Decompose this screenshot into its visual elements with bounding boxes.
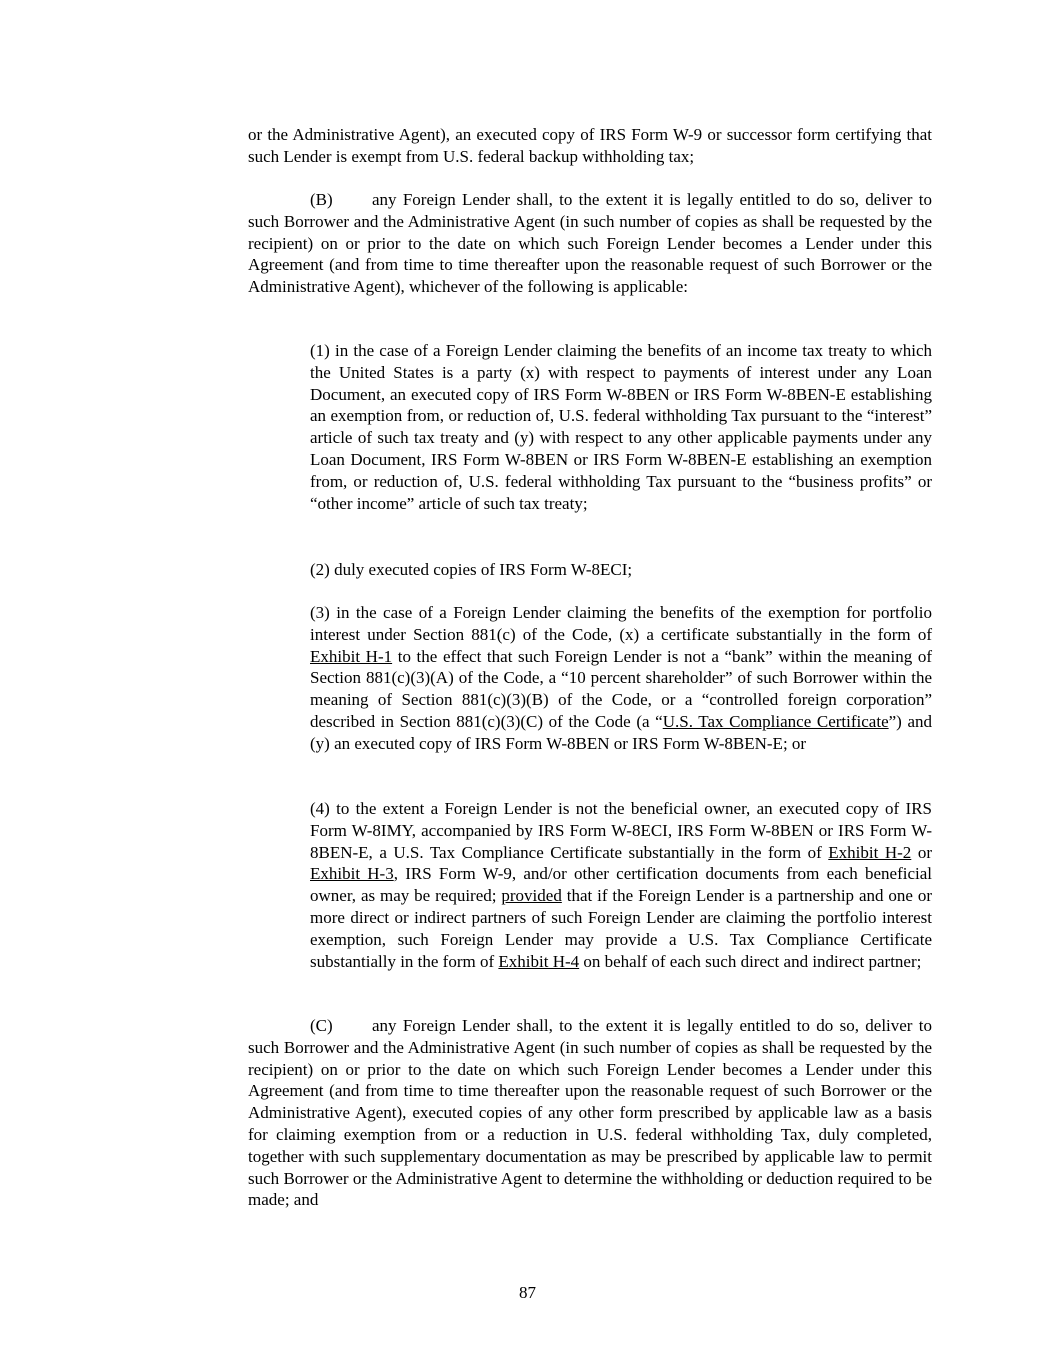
exhibit-h3-link[interactable]: Exhibit H-3 bbox=[310, 864, 394, 884]
paragraph-b bbox=[248, 189, 932, 298]
provided-term: provided bbox=[501, 886, 562, 906]
item-4-text-5: on behalf of each such direct and indirect partner; bbox=[579, 951, 922, 971]
paragraph-b-label: (B) bbox=[310, 190, 333, 209]
continuation-paragraph bbox=[248, 124, 932, 168]
exhibit-h2-link[interactable]: Exhibit H-2 bbox=[828, 842, 912, 862]
item-4-text-1: (4) to the extent a Foreign Lender is not the beneficial owner, an executed copy of IRS Form W-8IMY, accompanied by IRS Form W-8ECI, IRS Form W-8BEN or IRS Form W-8BEN-E, a U.S. Tax Compliance Certificate substantially in the form of bbox=[310, 799, 932, 862]
item-3 bbox=[310, 602, 932, 755]
item-1-text: (1) in the case of a Foreign Lender claiming the benefits of an income tax treaty to which the United States is a party (x) with respect to payments of interest under any Loan Document, an executed copy of IRS Form W-8BEN or IRS Form W-8BEN-E establishing an exemption from, or reduction of, U.S. federal withholding Tax pursuant to the “interest” article of such tax treaty and (y) with respect to any other applicable payments under any Loan Document, IRS Form W-8BEN or IRS Form W-8BEN-E establishing an exemption from, or reduction of, U.S. federal withholding Tax pursuant to the “business profits” or “other income” article of such tax treaty; bbox=[310, 341, 932, 513]
item-1 bbox=[310, 340, 932, 514]
item-4-text-2: or bbox=[911, 842, 932, 862]
exhibit-h4-link[interactable]: Exhibit H-4 bbox=[498, 951, 580, 971]
item-4 bbox=[310, 798, 932, 972]
item-3-text-1: (3) in the case of a Foreign Lender claiming the benefits of the exemption for portfolio interest under Section 881(c) of the Code, (x) a certificate substantially in the form of bbox=[310, 603, 932, 644]
continuation-text: or the Administrative Agent), an executed copy of IRS Form W-9 or successor form certifying that such Lender is exempt from U.S. federal backup withholding tax; bbox=[248, 125, 932, 166]
page-number: 87 bbox=[519, 1283, 536, 1302]
paragraph-b-text: any Foreign Lender shall, to the extent it is legally entitled to do so, deliver to such Borrower and the Administrative Agent (in such number of copies as shall be requested by the recipient) on or prior to the date on which such Foreign Lender becomes a Lender under this Agreement (and from time to time thereafter upon the reasonable request of such Borrower or the Administrative Agent), whichever of the following is applicable: bbox=[248, 190, 932, 297]
item-2-text: (2) duly executed copies of IRS Form W-8ECI; bbox=[310, 560, 633, 579]
item-3-text-3: ”) and (y) an executed copy of IRS Form W-8BEN or IRS Form W-8BEN-E; or bbox=[310, 711, 932, 753]
paragraph-c bbox=[248, 1015, 932, 1211]
item-4-text-4: that if the Foreign Lender is a partnership and one or more direct or indirect partners of such Foreign Lender are claiming the portfolio interest exemption, such Foreign Lender may provide a U.S. Tax Compliance Certificate substantially in the form of bbox=[310, 886, 932, 971]
defined-term-us-tax-compliance-certificate: U.S. Tax Compliance Certificate bbox=[662, 711, 889, 731]
paragraph-c-label: (C) bbox=[310, 1016, 333, 1035]
item-3-text-2: to the effect that such Foreign Lender is not a “bank” within the meaning of Section 881(c)(3)(A) of the Code, a “10 percent shareholder” of such Borrower within the meaning of Section 881(c)(3)(B) of the Code, or a “controlled foreign corporation” described in Section 881(c)(3)(C) of the Code (a “ bbox=[310, 646, 932, 731]
exhibit-h1-link[interactable]: Exhibit H-1 bbox=[310, 646, 393, 666]
paragraph-c-text: any Foreign Lender shall, to the extent it is legally entitled to do so, deliver to such Borrower and the Administrative Agent (in such number of copies as shall be requested by the recipient) on or prior to the date on which such Foreign Lender becomes a Lender under this Agreement (and from time to time thereafter upon the reasonable request of such Borrower or the Administrative Agent), executed copies of any other form prescribed by applicable law as a basis for claiming exemption from or a reduction in U.S. federal withholding Tax, duly completed, together with such supplementary documentation as may be prescribed by applicable law to permit such Borrower or the Administrative Agent to determine the withholding or deduction required to be made; and bbox=[248, 1016, 932, 1210]
item-2 bbox=[310, 559, 932, 581]
item-4-text-3: , IRS Form W-9, and/or other certification documents from each beneficial owner, as may be required; bbox=[310, 864, 932, 906]
